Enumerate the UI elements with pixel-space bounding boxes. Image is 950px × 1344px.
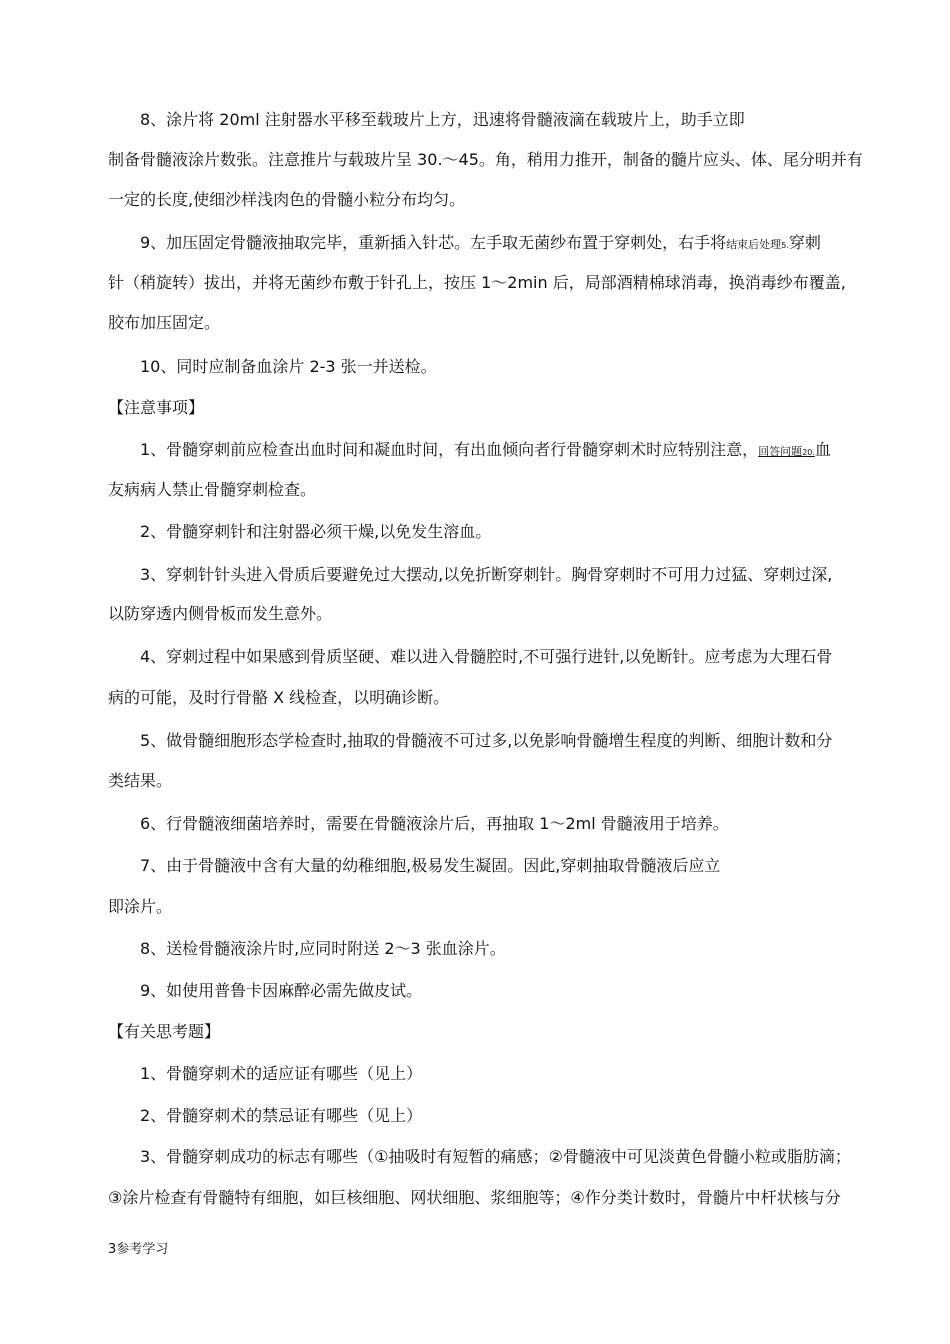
paragraph-line (108, 476, 898, 504)
text: 一定的长度,使细沙样浅肉色的骨髓小粒分布均匀。 (108, 190, 466, 209)
paragraph-line (108, 1184, 898, 1212)
paragraph-line (140, 643, 898, 671)
paragraph-line (140, 353, 898, 381)
inline-note: 结束后处理 (726, 238, 782, 251)
section-heading (108, 1018, 898, 1046)
paragraph-line (140, 1143, 898, 1171)
text: 5、做骨髓细胞形态学检查时,抽取的骨髓液不可过多,以免影响骨髓增生程度的判断、细胞计数和分 (140, 731, 833, 750)
text: 9、加压固定骨髓液抽取完毕，重新插入针芯。左手取无菌纱布置于穿刺处，右手将 (140, 233, 727, 252)
text: 穿刺 (788, 233, 821, 252)
text: 2、骨髓穿刺术的禁忌证有哪些（见上） (140, 1106, 423, 1125)
text: 3、骨髓穿刺成功的标志有哪些（①抽吸时有短暂的痛感；②骨髓液中可见淡黄色骨髓小粒或脂肪滴； (140, 1147, 851, 1166)
footer-text: 3参考学习 (108, 1242, 169, 1257)
heading-text: 【注意事项】 (108, 398, 205, 417)
text: 2、骨髓穿刺针和注射器必须干燥,以免发生溶血。 (140, 522, 492, 541)
paragraph-line (140, 935, 898, 963)
paragraph-line (108, 893, 898, 921)
text: 10、同时应制备血涂片 2-3 张一并送检。 (140, 357, 437, 376)
text: ③涂片检查有骨髓特有细胞，如巨核细胞、网状细胞、浆细胞等；④作分类计数时，骨髓片中杆状核与分 (108, 1188, 841, 1207)
text: 类结果。 (108, 771, 173, 790)
paragraph-line (140, 518, 898, 546)
paragraph-line (140, 106, 898, 134)
text: 4、穿刺过程中如果感到骨质坚硬、难以进入骨髓腔时,不可强行进针,以免断针。应考虑为大理石骨 (140, 647, 833, 666)
paragraph-line (140, 1060, 898, 1088)
paragraph-line (108, 269, 898, 297)
text: 1、骨髓穿刺术的适应证有哪些（见上） (140, 1064, 423, 1083)
paragraph-line (140, 561, 898, 589)
paragraph-line (140, 727, 898, 755)
paragraph-line (140, 852, 898, 880)
paragraph-line (140, 977, 898, 1005)
text: 胶布加压固定。 (108, 313, 221, 332)
paragraph-line (140, 1102, 898, 1130)
text: 1、骨髓穿刺前应检查出血时间和凝血时间，有出血倾向者行骨髓穿刺术时应特别注意， (140, 440, 759, 459)
section-heading (108, 394, 898, 422)
paragraph-line (140, 229, 898, 257)
paragraph-line (108, 146, 898, 174)
text: 9、如使用普鲁卡因麻醉必需先做皮试。 (140, 981, 423, 1000)
inline-note-number: 5. (781, 241, 789, 250)
text: 制备骨髓液涂片数张。注意推片与载玻片呈 30.～45。角，稍用力推开，制备的髓片应头、体、尾分明并有 (108, 150, 863, 169)
page-footer (108, 1240, 168, 1260)
paragraph-line (140, 436, 898, 464)
heading-text: 【有关思考题】 (108, 1022, 221, 1041)
text: 血 (814, 440, 831, 459)
text: 友病病人禁止骨髓穿刺检查。 (108, 480, 317, 499)
inline-link[interactable]: 回答问题 (758, 445, 803, 458)
paragraph-line (140, 810, 898, 838)
text: 8、涂片将 20ml 注射器水平移至载玻片上方，迅速将骨髓液滴在载玻片上，助手立即 (140, 110, 745, 129)
text: 病的可能，及时行骨骼 X 线检查，以明确诊断。 (108, 688, 450, 707)
paragraph-line (108, 684, 898, 712)
paragraph-line (108, 767, 898, 795)
text: 8、送检骨髓液涂片时,应同时附送 2～3 张血涂片。 (140, 939, 506, 958)
paragraph-line (108, 186, 898, 214)
text: 7、由于骨髓液中含有大量的幼稚细胞,极易发生凝固。因此,穿刺抽取骨髓液后应立 (140, 856, 721, 875)
text: 即涂片。 (108, 897, 173, 916)
text: 6、行骨髓液细菌培养时，需要在骨髓液涂片后，再抽取 1～2ml 骨髓液用于培养。 (140, 814, 729, 833)
text: 3、穿刺针针头进入骨质后要避免过大摆动,以免折断穿刺针。胸骨穿刺时不可用力过猛、穿刺过深, (140, 565, 833, 584)
text: 针（稍旋转）拔出，并将无菌纱布敷于针孔上，按压 1～2min 后，局部酒精棉球消毒，换消毒纱布覆盖, (108, 273, 846, 292)
inline-link-number: 20. (802, 448, 815, 457)
paragraph-line (108, 600, 898, 628)
text: 以防穿透内侧骨板而发生意外。 (108, 604, 333, 623)
paragraph-line (108, 309, 898, 337)
